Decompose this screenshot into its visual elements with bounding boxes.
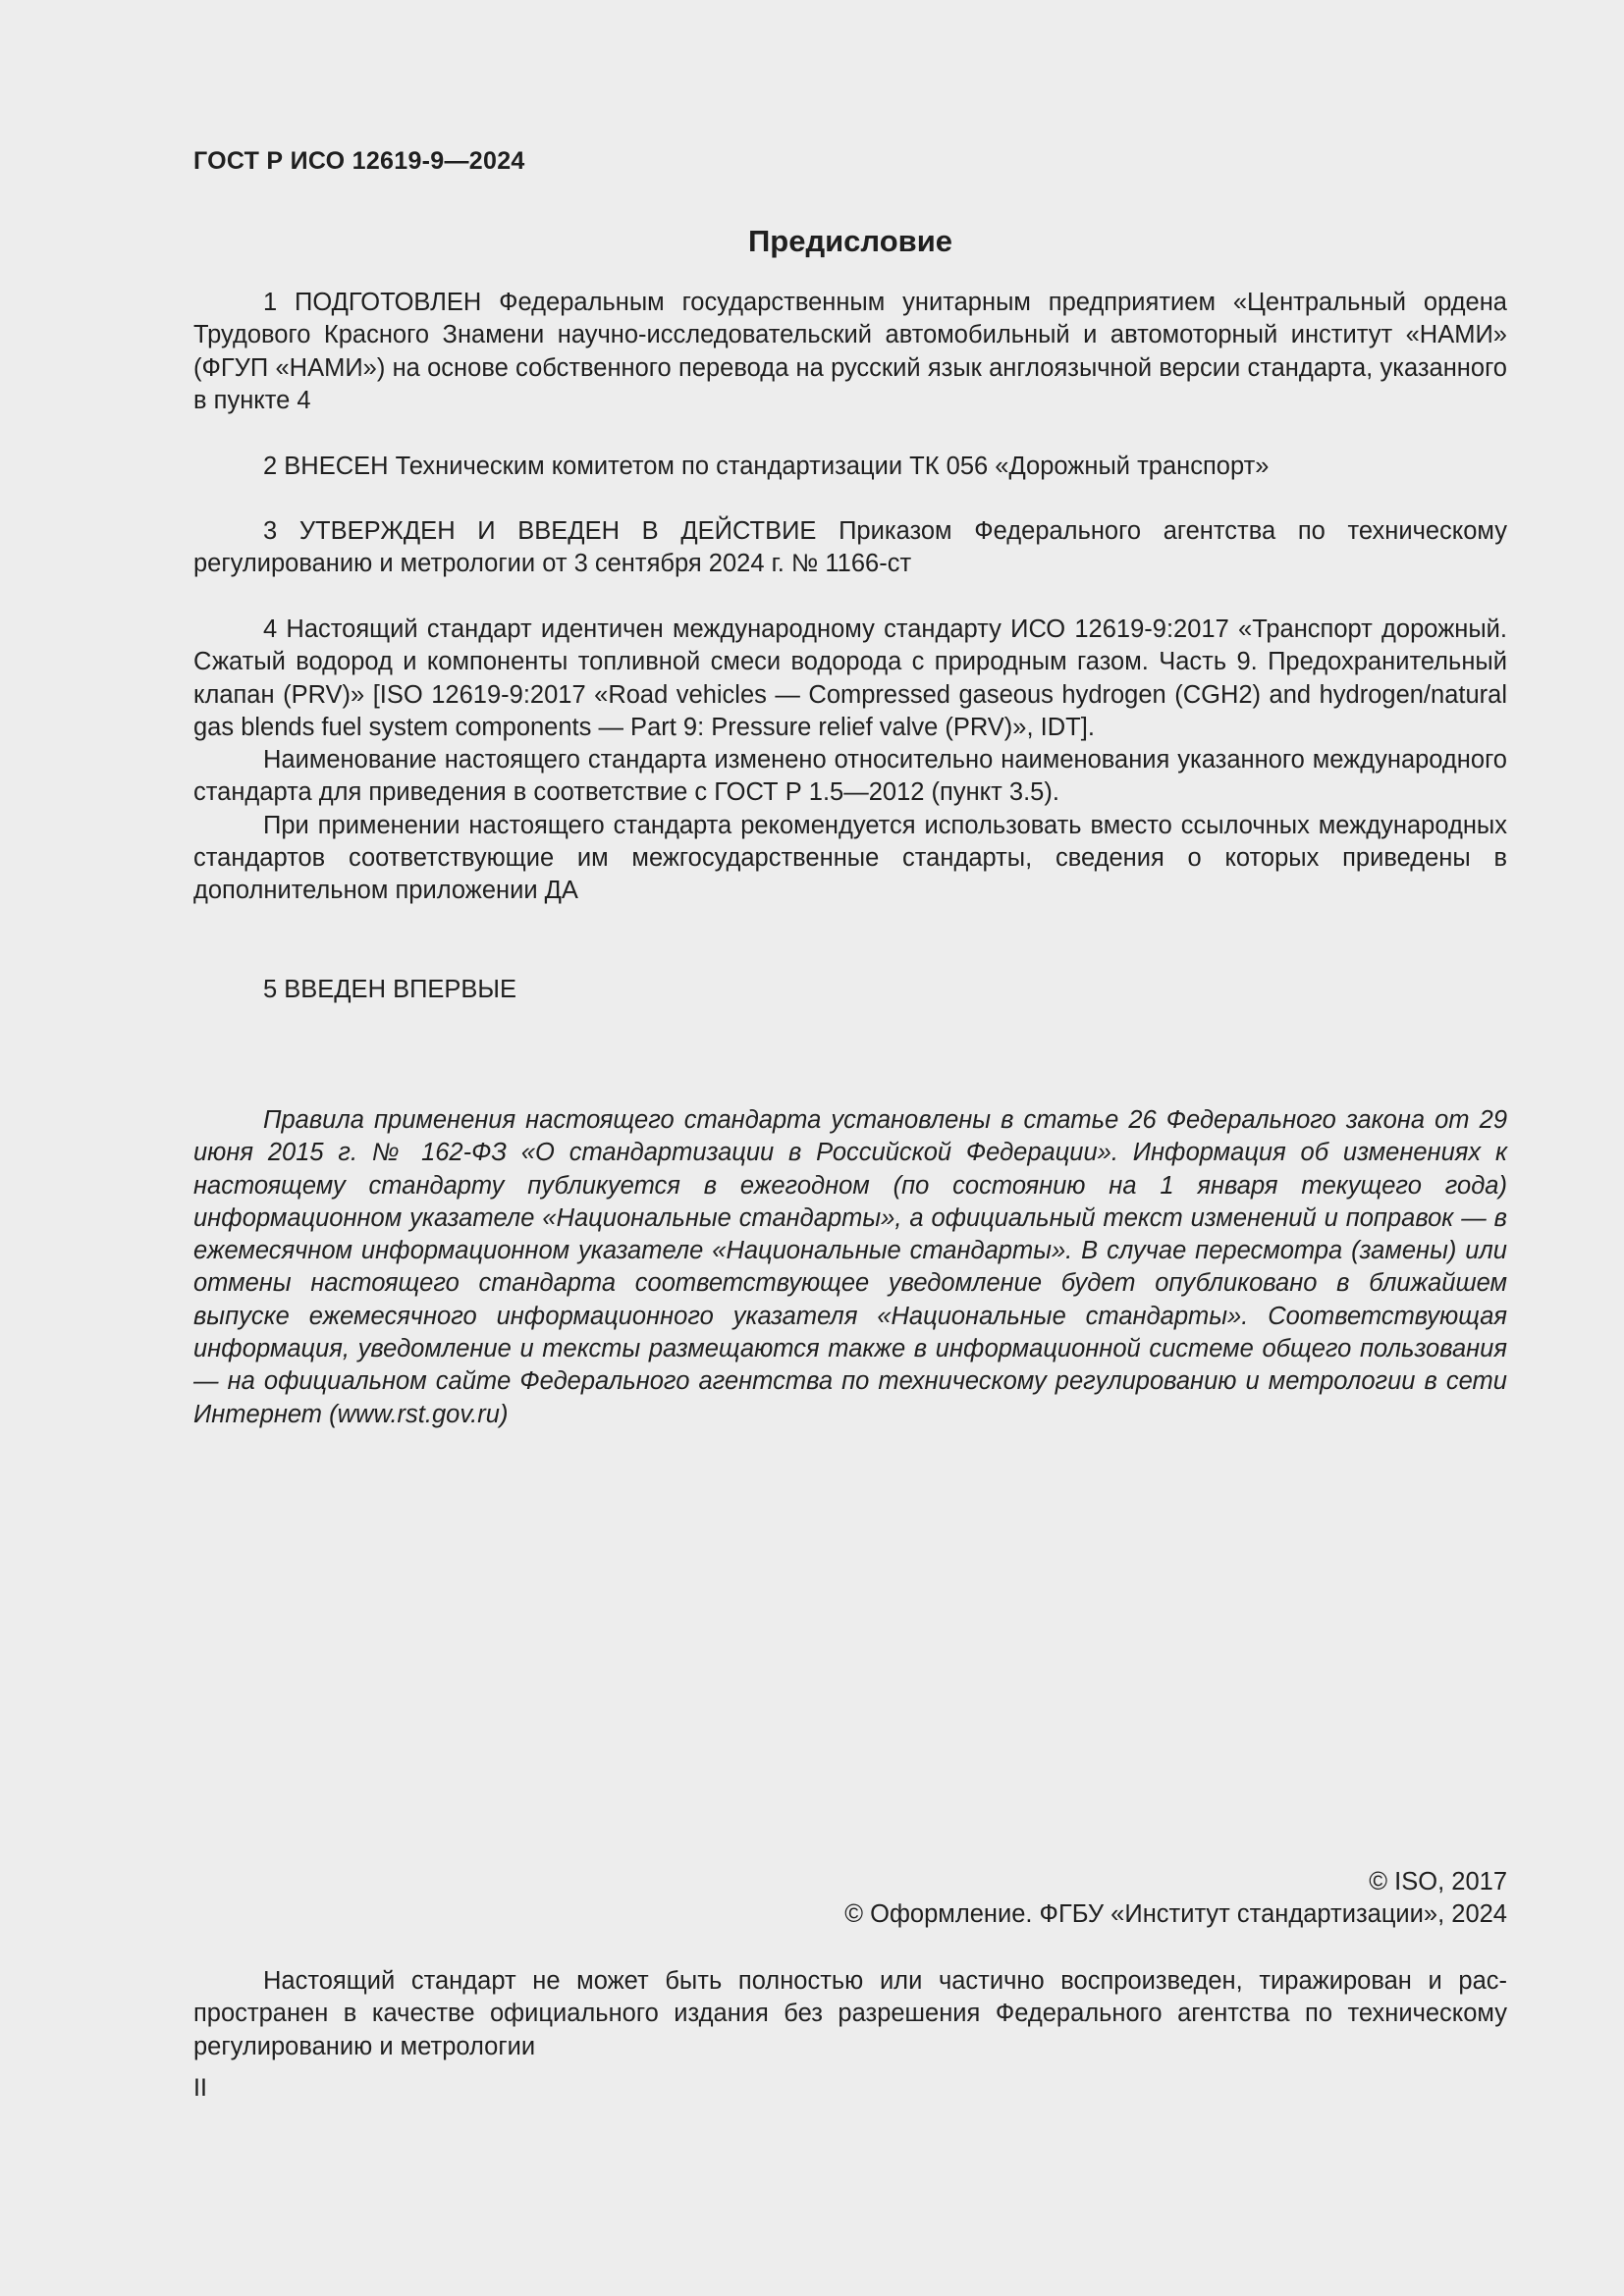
foreword-item-2	[193, 451, 1507, 483]
application-rules-text: Правила применения настоящего стандарта установлены в статье 26 Федерального закона от 29 июня 2015 г. № 162-ФЗ «О стандартизации в Российской Федерации». Информация об изменениях к настоящему стандарту публикуется в ежегодном (по состоянию на 1 января текущего года) информационном указателе «Национальные стандарты», а официальный текст изменений и поправок — в ежемесячном информационном указателе «Национальные стандарты». В случае пересмотра (замены) или отмены настоящего стандарта соответствующее уведомление будет опубликовано в ближайшем выпуске ежемесячного информационного указателя «Национальные стандарты». Соответствующая информация, уведомление и тексты размещаются также в информационной системе общего пользования — на официальном сайте Федерального агентства по техническому регулированию и метрологии в сети Интернет (www.rst.gov.ru)	[193, 1106, 1507, 1428]
foreword-item-4-text: 4 Настоящий стандарт идентичен международному стандарту ИСО 12619-9:2017 «Транспорт дорожный. Сжатый водород и компоненты топливной смеси водорода с природным газом. Часть 9. Предохранительный клапан (PRV)» [ISO 12619-9:2017 «Road vehicles — Compressed gaseous hydrogen (CGH2) and hydrogen/natural gas blends fuel system components — Part 9: Pressure relief valve (PRV)», IDT].	[193, 615, 1507, 741]
foreword-item-4-note-1: Наименование настоящего стандарта изменено относительно наименования указанного международного стандарта для приведения в соответствие с ГОСТ Р 1.5—2012 (пункт 3.5).	[193, 746, 1507, 807]
page-number: II	[193, 2074, 207, 2102]
foreword-item-3-text: 3 УТВЕРЖДЕН И ВВЕДЕН В ДЕЙСТВИЕ Приказом Федерального агентства по техническому регулированию и метрологии от 3 сентября 2024 г. № 1166-ст	[193, 517, 1507, 578]
foreword-item-3	[193, 515, 1507, 581]
copyright-iso: © ISO, 2017	[1369, 1868, 1507, 1896]
document-code: ГОСТ Р ИСО 12619-9—2024	[193, 147, 525, 175]
reproduction-notice	[193, 1965, 1507, 2063]
copyright-block	[193, 1866, 1507, 1932]
foreword-item-5	[193, 974, 1507, 1006]
application-rules	[193, 1104, 1507, 1431]
foreword-item-4	[193, 614, 1507, 908]
foreword-item-2-text: 2 ВНЕСЕН Техническим комитетом по стандартизации ТК 056 «Дорожный транспорт»	[263, 453, 1270, 480]
reproduction-notice-text: Настоящий стандарт не может быть полностью или частично воспроизведен, тиражирован и распространен в качестве официального издания без разрешения Федерального агентства по техническому регулированию и метрологии	[193, 1967, 1507, 2060]
page-title: Предисловие	[747, 224, 952, 258]
foreword-item-4-note-2: При применении настоящего стандарта рекомендуется использовать вместо ссылочных международных стандартов соответствующие им межгосударственные стандарты, сведения о которых приведены в дополнительном приложении ДА	[193, 811, 1507, 905]
foreword-item-1	[193, 287, 1507, 417]
foreword-item-1-text: 1 ПОДГОТОВЛЕН Федеральным государственным унитарным предприятием «Центральный ордена Трудового Красного Знамени научно-исследовательский автомобильный и автомоторный институт «НАМИ» (ФГУП «НАМИ») на основе собственного перевода на русский язык англоязычной версии стандарта, указанного в пункте 4	[193, 289, 1507, 414]
foreword-item-5-text: 5 ВВЕДЕН ВПЕРВЫЕ	[263, 976, 517, 1003]
copyright-design: © Оформление. ФГБУ «Институт стандартизации», 2024	[844, 1900, 1507, 1929]
